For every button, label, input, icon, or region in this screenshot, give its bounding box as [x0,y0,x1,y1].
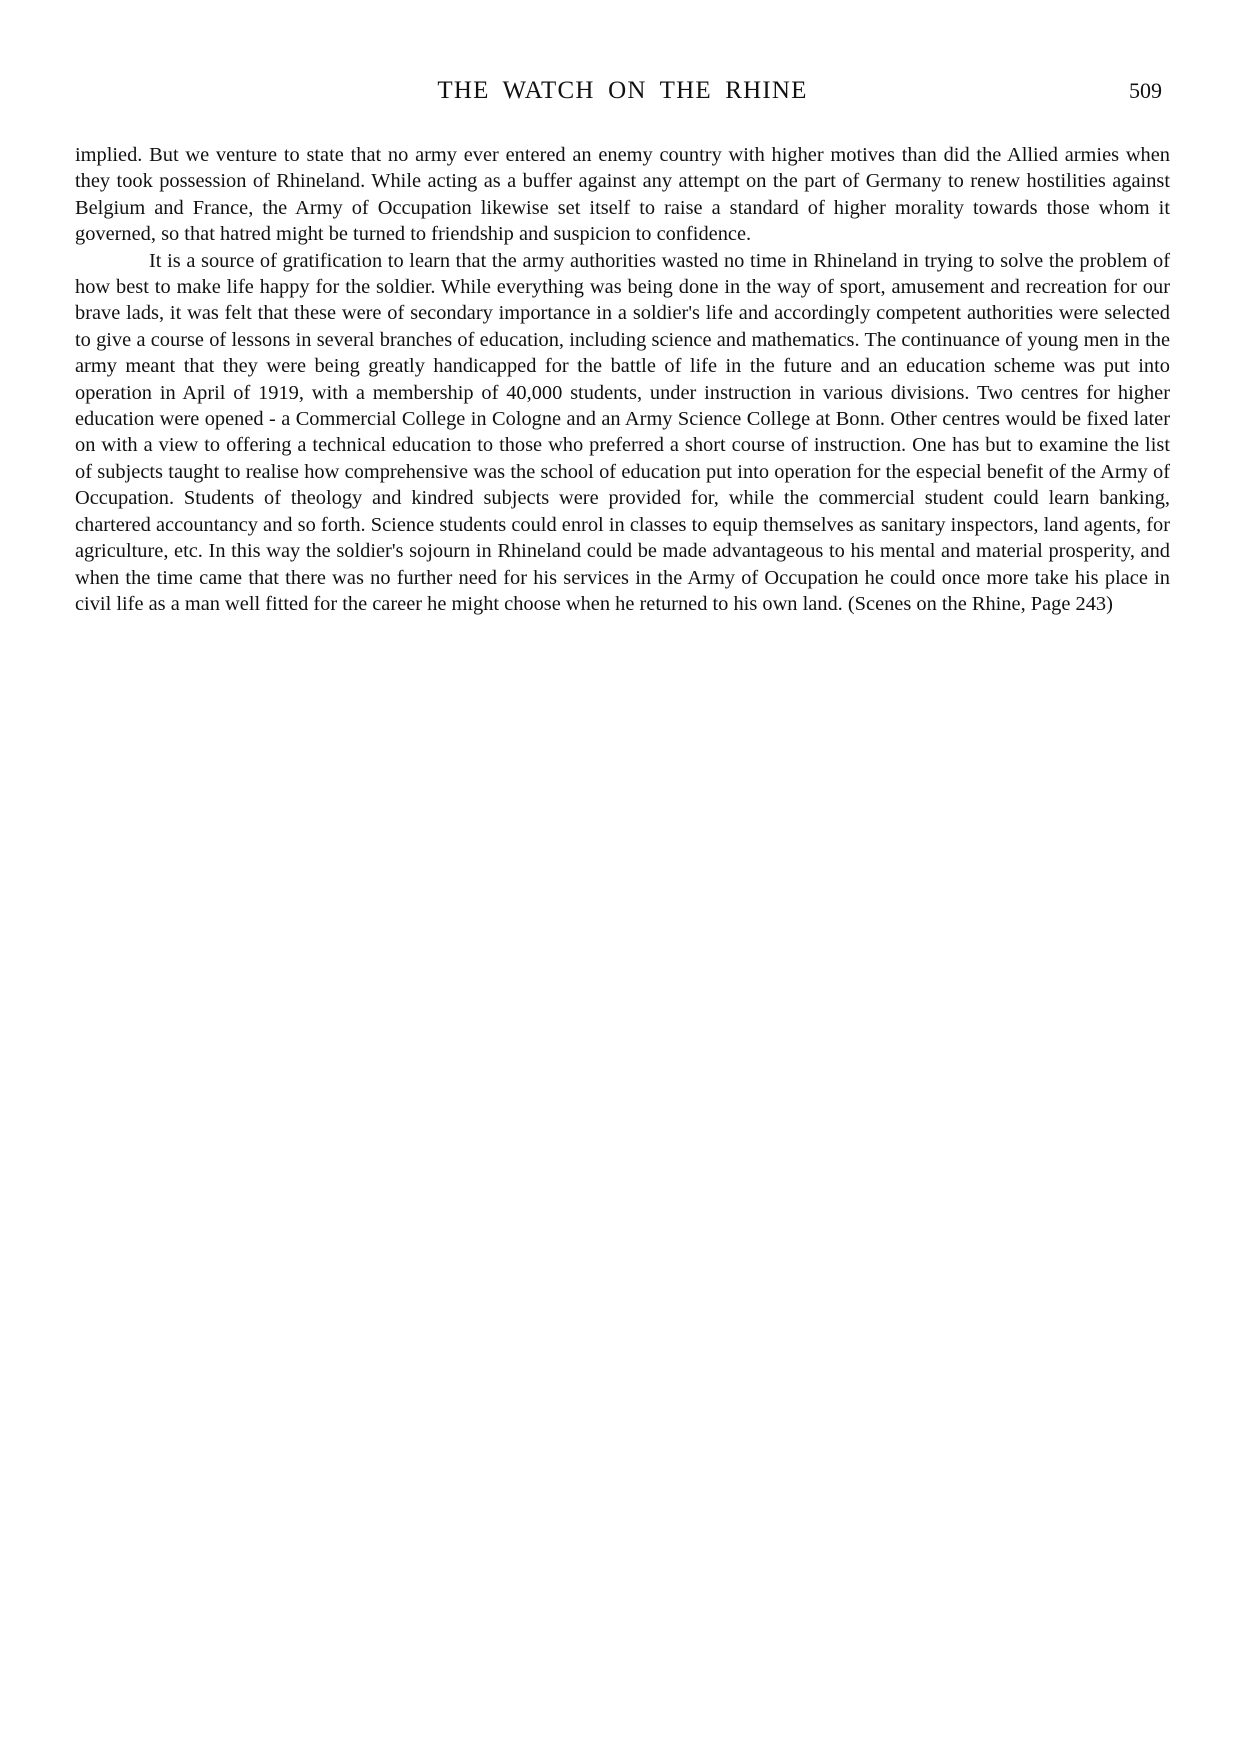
running-title: THE WATCH ON THE RHINE [437,77,808,104]
running-header [75,76,1170,110]
paragraph-education-scheme: It is a source of gratification to learn that the army authorities wasted no time in Rhineland in trying to solve the problem of how best to make life happy for the soldier. While everything was being done in the way of sport, amusement and recreation for our brave lads, it was felt that these were of secondary importance in a soldier's life and accordingly competent authorities were selected to give a course of lessons in several branches of education, including science and mathematics. The continuance of young men in the army meant that they were being greatly handicapped for the battle of life in the future and an education scheme was put into operation in April of 1919, with a membership of 40,000 students, under instruction in various divisions. Two centres for higher education were opened - a Commercial College in Cologne and an Army Science College at Bonn. Other centres would be fixed later on with a view to offering a technical education to those who preferred a short course of instruction. One has but to examine the list of subjects taught to realise how comprehensive was the school of education put into operation for the especial benefit of the Army of Occupation. Students of theology and kindred subjects were provided for, while the commercial student could learn banking, chartered accountancy and so forth. Science students could enrol in classes to equip themselves as sanitary inspectors, land agents, for agriculture, etc. In this way the soldier's sojourn in Rhineland could be made advantageous to his mental and material prosperity, and when the time came that there was no further need for his services in the Army of Occupation he could once more take his place in civil life as a man well fitted for the career he might choose when he returned to his own land. (Scenes on the Rhine, Page 243) [75,249,1170,615]
page-number: 509 [1129,78,1162,103]
paragraph-continuation: implied. But we venture to state that no army ever entered an enemy country with higher motives than did the Allied armies when they took possession of Rhineland. While acting as a buffer against any attempt on the part of Germany to renew hostilities against Belgium and France, the Army of Occupation likewise set itself to raise a standard of higher morality towards those whom it governed, so that hatred might be turned to friendship and suspicion to confidence. [75,144,1170,246]
body-text [75,142,1170,617]
